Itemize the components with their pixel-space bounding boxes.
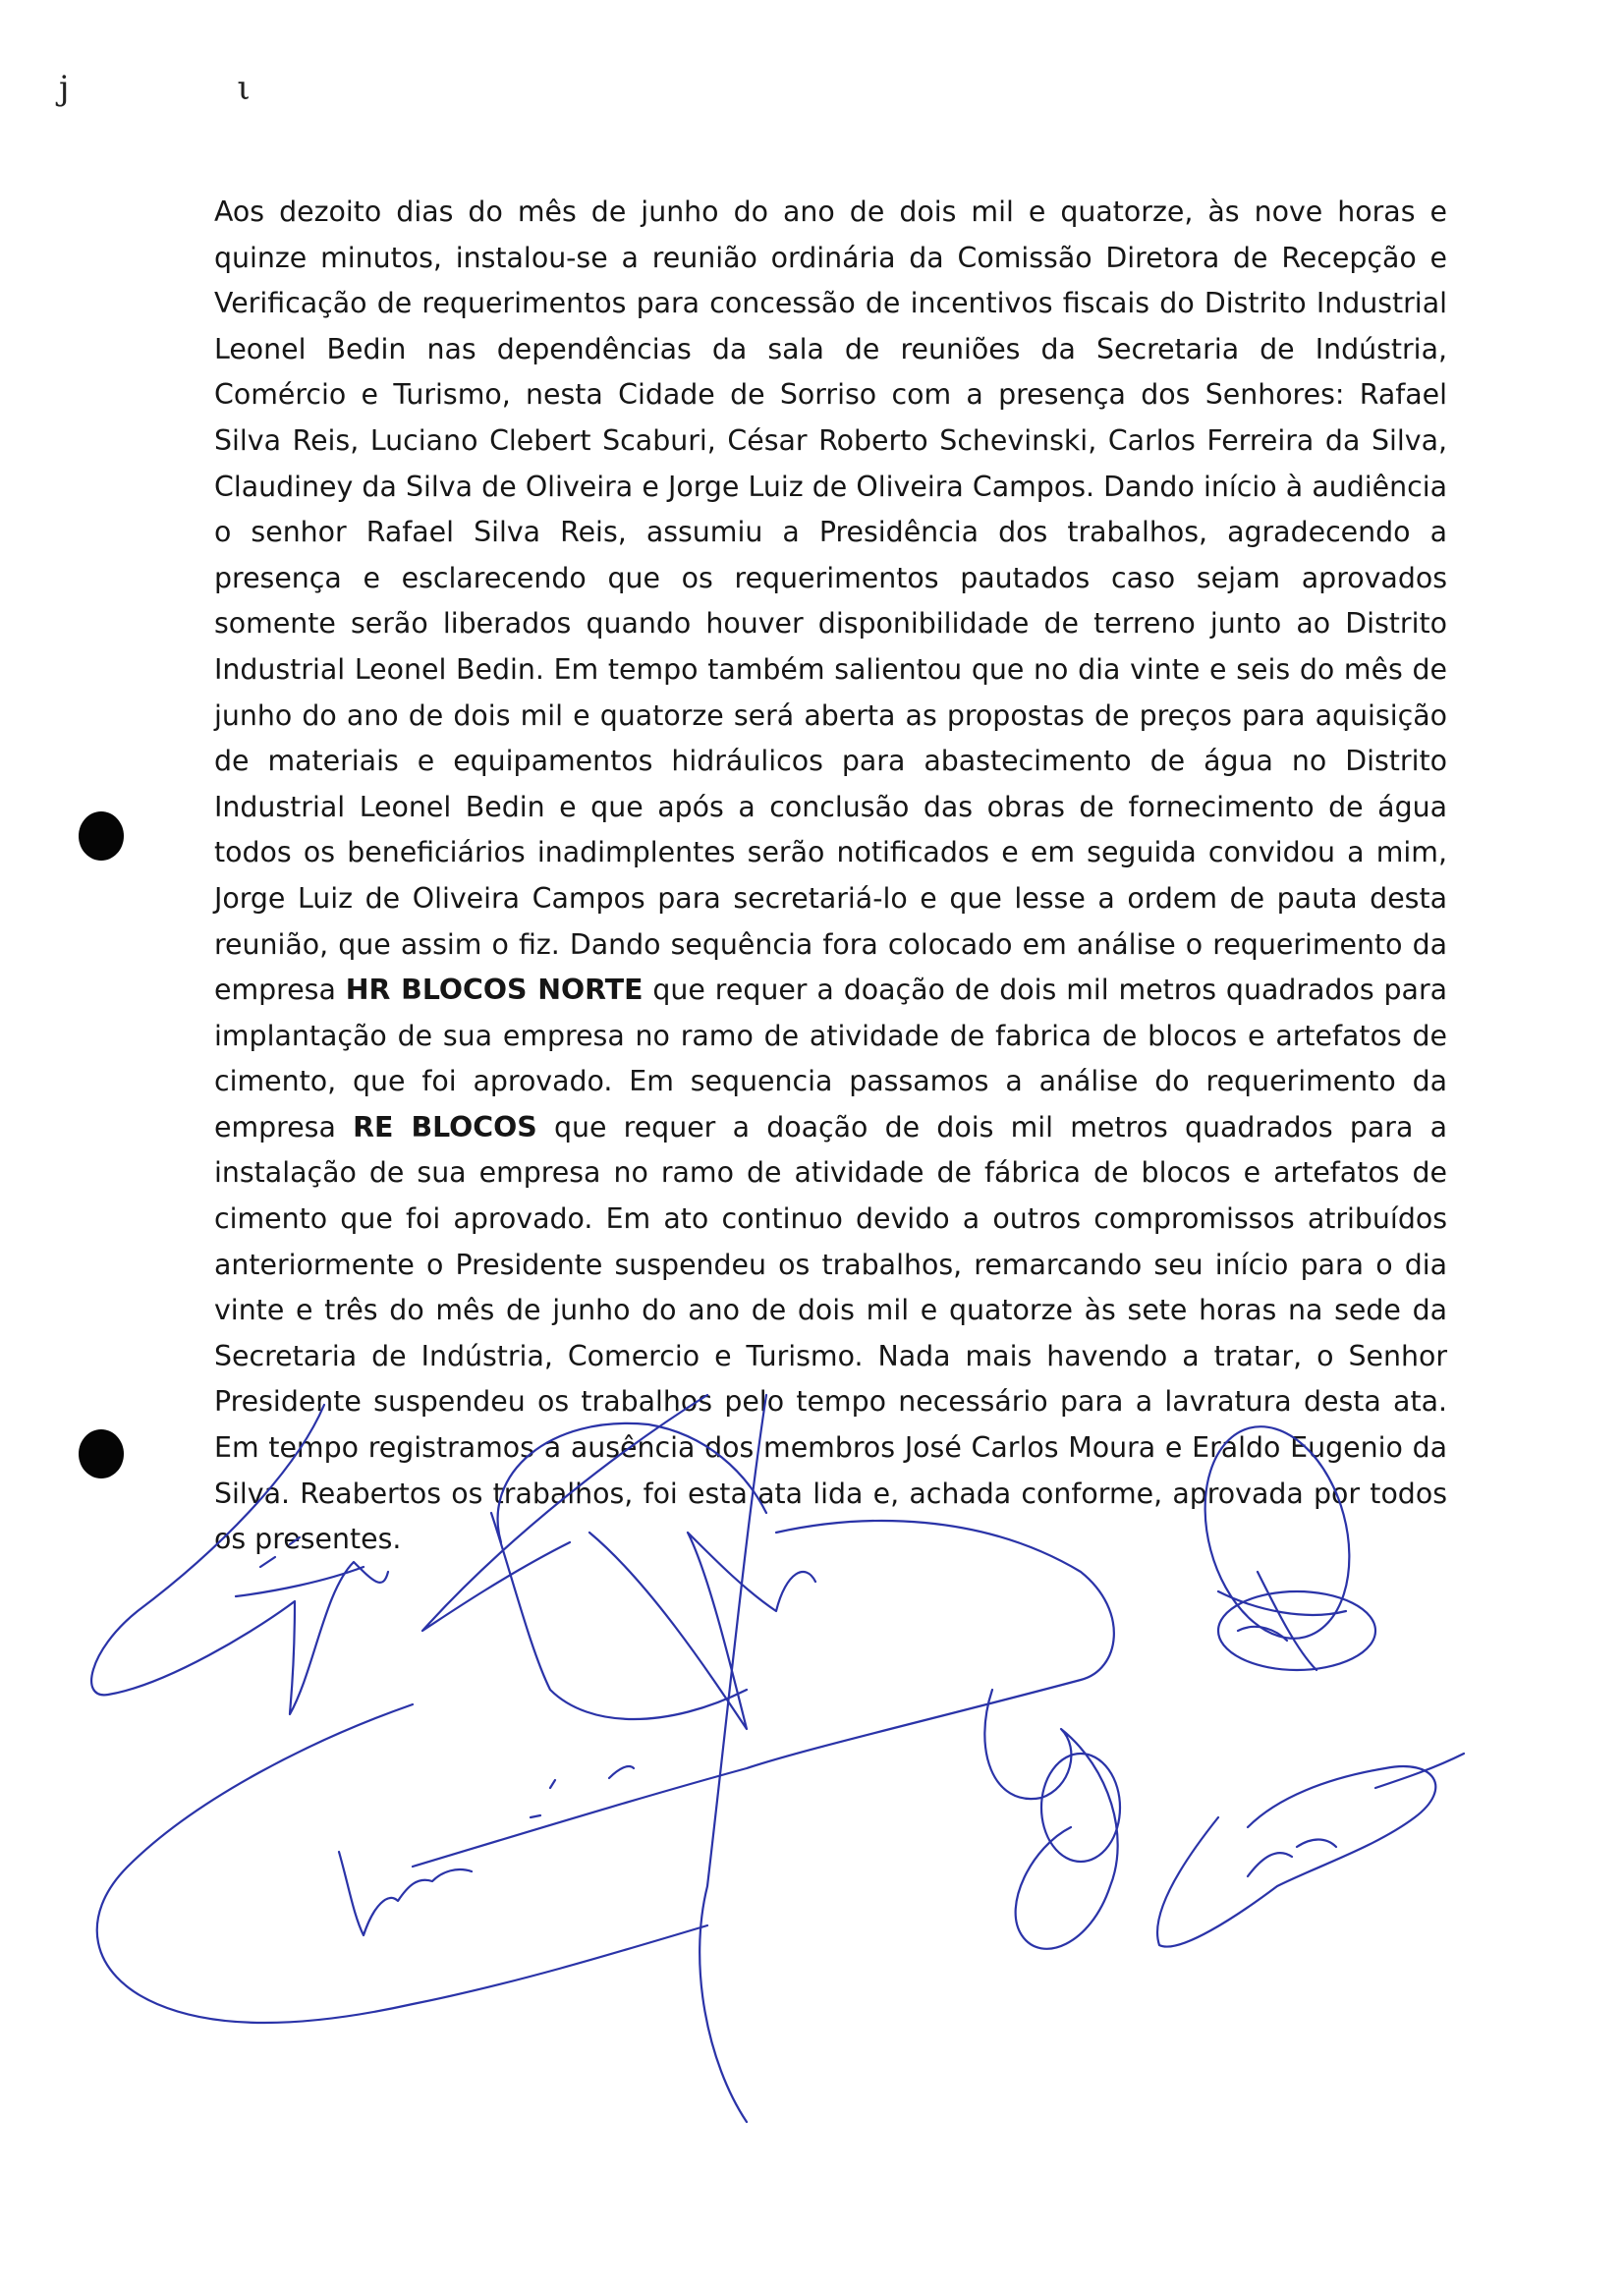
company-name-hr-blocos-norte: HR BLOCOS NORTE xyxy=(345,974,644,1007)
paragraph-part-1: Aos dezoito dias do mês de junho do ano de dois mil e quatorze, às nove horas e quinze minutos, instalou-se a reunião ordinária da Comissão Diretora de Recepção e Verificação de requerimentos para concessão de incentivos fiscais do Distrito Industrial Leonel Bedin nas dependências da sala de reuniões da Secretaria de Indústria, Comércio e Turismo, nesta Cidade de Sorriso com a presença dos Senhores: Rafael Silva Reis, Luciano Clebert Scaburi, César Roberto Schevinski, Carlos Ferreira da Silva, Claudiney da Silva de Oliveira e Jorge Luiz de Oliveira Campos. Dando início à audiência o senhor Rafael Silva Reis, assumiu a Presidência dos trabalhos, agradecendo a presença e esclarecendo que os requerimentos pautados caso sejam aprovados somente serão liberados quando houver disponibilidade de terreno junto ao Distrito Industrial Leonel Bedin. Em tempo também salientou que no dia vinte e seis do mês de junho do ano de dois mil e quatorze será aberta as propostas de preços para aquisição de materiais e equipamentos hidráulicos para abastecimento de água no Distrito Industrial Leonel Bedin e que após a conclusão das obras de fornecimento de água todos os beneficiários inadimplentes serão notificados e em seguida convidou a mim, Jorge Luiz de Oliveira Campos para secretariá-lo e que lesse a ordem de pauta desta reunião, que assim o fiz. Dando sequência fora colocado em análise o requerimento da empresa xyxy=(214,195,1447,1007)
signature-4 xyxy=(97,1704,707,2023)
margin-marks: j ι xyxy=(59,69,329,108)
signature-6 xyxy=(1157,1754,1464,1947)
punch-hole-bottom xyxy=(79,1429,124,1478)
company-name-re-blocos: RE BLOCOS xyxy=(353,1110,537,1143)
paragraph-part-3: que requer a doação de dois mil metros quadrados para a instalação de sua empresa no ramo de atividade de fábrica de blocos e artefatos de cimento que foi aprovado. Em ato continuo devido a outros compromissos atribuídos anteriormente o Presidente suspendeu os trabalhos, remarcando seu início para o dia vinte e três do mês de junho do ano de dois mil e quatorze às sete horas na sede da Secretaria de Indústria, Comercio e Turismo. Nada mais havendo a tratar, o Senhor Presidente suspendeu os trabalhos pelo tempo necessário para a lavratura desta ata. Em tempo registramos a ausência dos membros José Carlos Moura e Eraldo Eugenio da Silva. Reabertos os trabalhos, foi esta ata lida e, achada conforme, aprovada por todos os presentes. xyxy=(214,1110,1448,1556)
minutes-paragraph xyxy=(214,190,1447,1563)
paragraph-part-2: que requer a doação de dois mil metros quadrados para implantação de sua empresa no ramo de atividade de fabrica de blocos e artefatos de cimento, que foi aprovado. Em sequencia passamos a análise do requerimento da empresa xyxy=(214,974,1448,1143)
signature-5 xyxy=(984,1690,1120,1949)
punch-hole-top xyxy=(79,811,124,861)
